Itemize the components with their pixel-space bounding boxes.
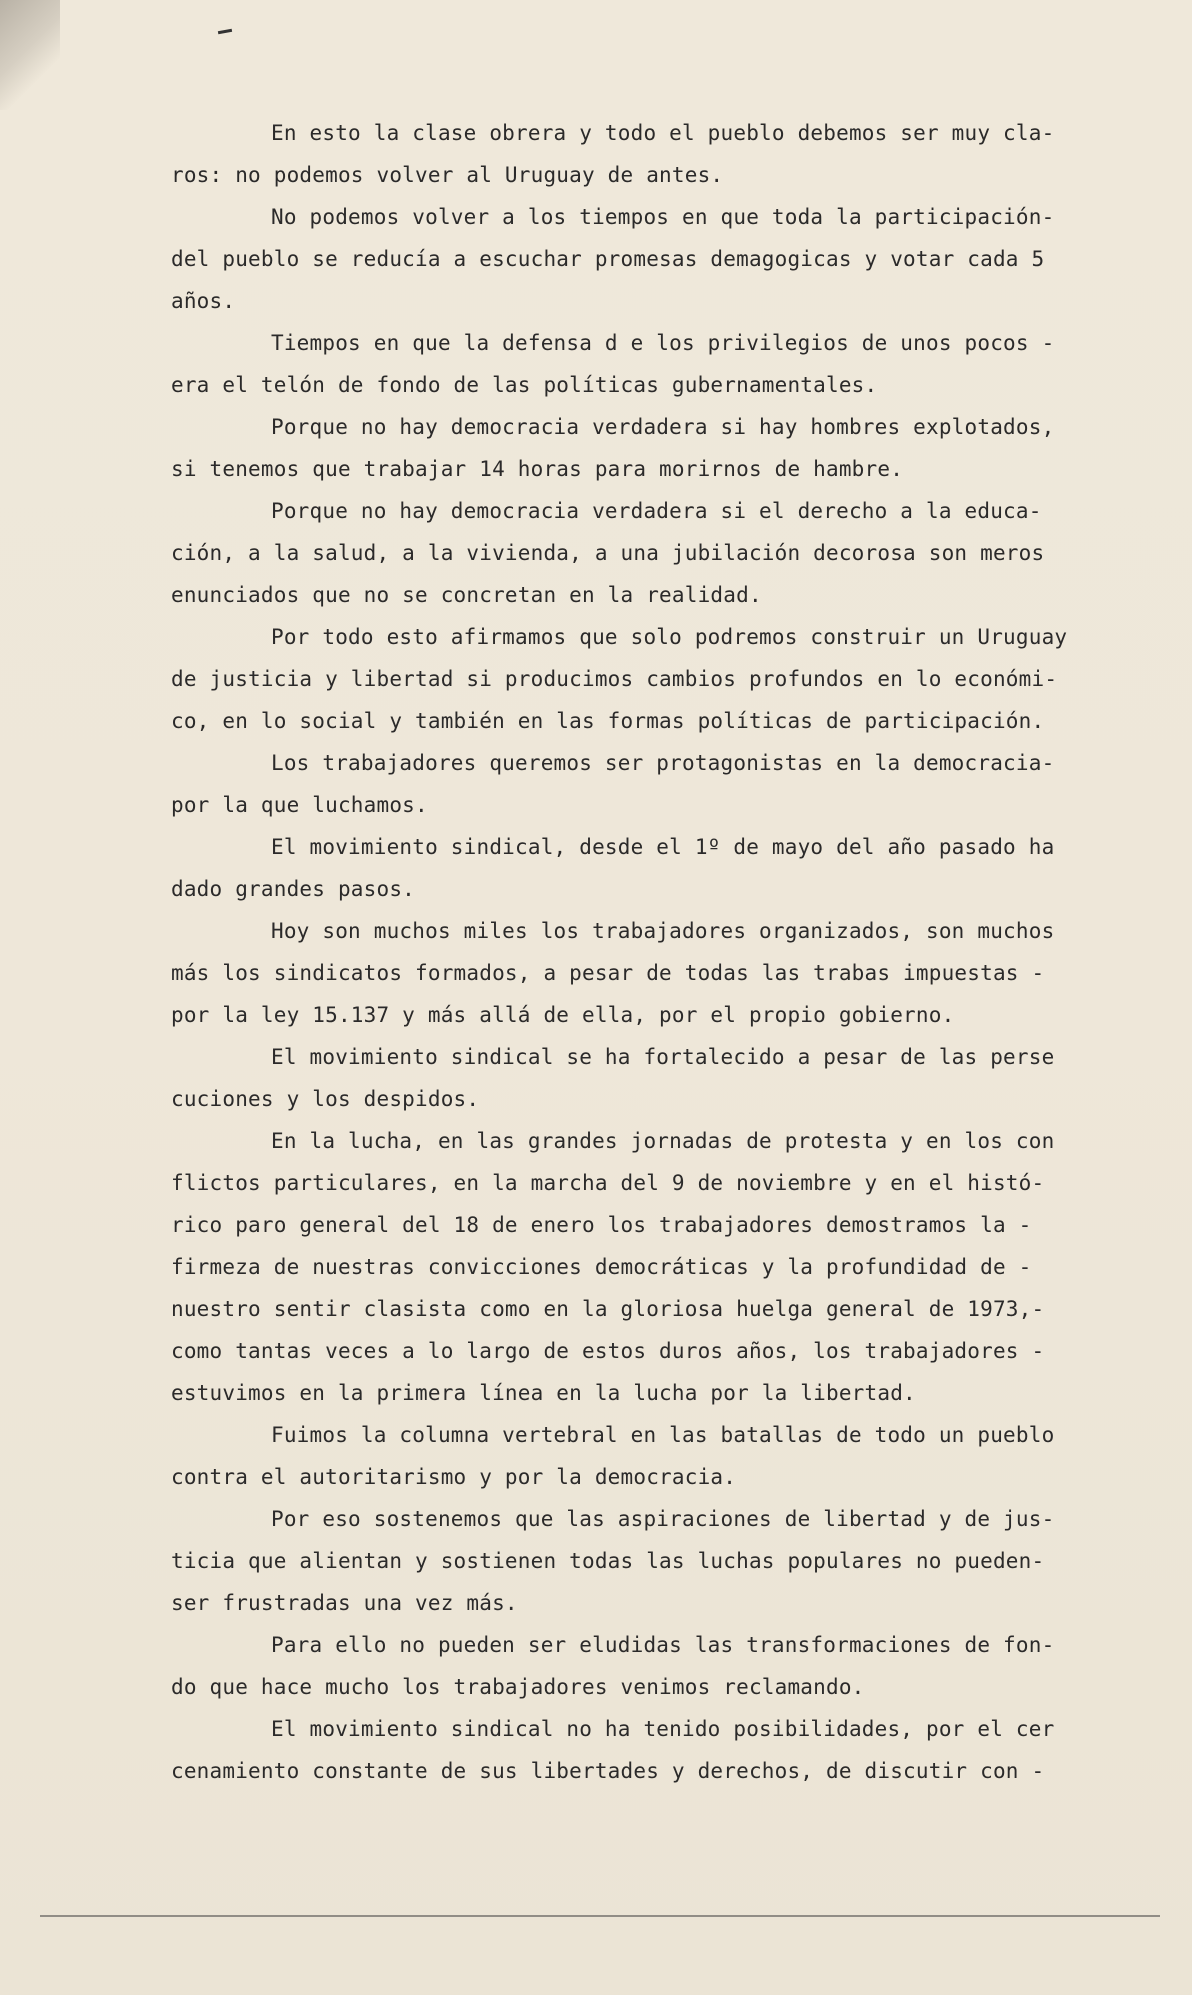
text-line: contra el autoritarismo y por la democracia.	[171, 1465, 737, 1489]
text-line: Tiempos en que la defensa d e los privilegios de unos pocos -	[271, 331, 1055, 355]
text-line: por la ley 15.137 y más allá de ella, por el propio gobierno.	[171, 1003, 955, 1027]
text-line: enunciados que no se concretan en la realidad.	[171, 583, 762, 607]
text-line: si tenemos que trabajar 14 horas para morirnos de hambre.	[171, 457, 904, 481]
text-line: del pueblo se reducía a escuchar promesas demagogicas y votar cada 5	[171, 247, 1045, 271]
text-line: nuestro sentir clasista como en la gloriosa huelga general de 1973,-	[171, 1297, 1045, 1321]
text-line: Fuimos la columna vertebral en las batallas de todo un pueblo	[271, 1423, 1055, 1447]
text-line: más los sindicatos formados, a pesar de todas las trabas impuestas -	[171, 961, 1045, 985]
text-line: Hoy son muchos miles los trabajadores organizados, son muchos	[271, 919, 1055, 943]
text-line: años.	[171, 289, 236, 313]
text-line: dado grandes pasos.	[171, 877, 416, 901]
typed-text-body	[171, 112, 1156, 1792]
text-line: Porque no hay democracia verdadera si hay hombres explotados,	[271, 415, 1055, 439]
text-line: como tantas veces a lo largo de estos duros años, los trabajadores -	[171, 1339, 1045, 1363]
text-line: Para ello no pueden ser eludidas las transformaciones de fon-	[271, 1633, 1055, 1657]
text-line: ticia que alientan y sostienen todas las luchas populares no pueden-	[171, 1549, 1045, 1573]
text-line: cuciones y los despidos.	[171, 1087, 480, 1111]
text-line: rico paro general del 18 de enero los trabajadores demostramos la -	[171, 1213, 1032, 1237]
text-line: do que hace mucho los trabajadores venimos reclamando.	[171, 1675, 865, 1699]
text-line: por la que luchamos.	[171, 793, 428, 817]
text-line: Porque no hay democracia verdadera si el derecho a la educa-	[271, 499, 1042, 523]
text-line: En la lucha, en las grandes jornadas de protesta y en los con	[271, 1129, 1055, 1153]
text-line: El movimiento sindical se ha fortalecido a pesar de las perse	[271, 1045, 1055, 1069]
text-line: Los trabajadores queremos ser protagonistas en la democracia-	[271, 751, 1055, 775]
text-line: En esto la clase obrera y todo el pueblo debemos ser muy cla-	[271, 121, 1055, 145]
text-line: flictos particulares, en la marcha del 9 de noviembre y en el histó-	[171, 1171, 1045, 1195]
text-line: firmeza de nuestras convicciones democráticas y la profundidad de -	[171, 1255, 1032, 1279]
text-line: cenamiento constante de sus libertades y derechos, de discutir con -	[171, 1759, 1045, 1783]
text-line: era el telón de fondo de las políticas gubernamentales.	[171, 373, 878, 397]
text-line: El movimiento sindical, desde el 1º de mayo del año pasado ha	[271, 835, 1055, 859]
text-line: ción, a la salud, a la vivienda, a una jubilación decorosa son meros	[171, 541, 1045, 565]
text-line: Por eso sostenemos que las aspiraciones de libertad y de jus-	[271, 1507, 1055, 1531]
text-line: estuvimos en la primera línea en la lucha por la libertad.	[171, 1381, 916, 1405]
bottom-rule	[40, 1915, 1160, 1917]
text-line: No podemos volver a los tiempos en que toda la participación-	[271, 205, 1055, 229]
text-line: co, en lo social y también en las formas políticas de participación.	[171, 709, 1045, 733]
text-line: El movimiento sindical no ha tenido posibilidades, por el cer	[271, 1717, 1055, 1741]
pen-mark	[218, 29, 232, 34]
text-line: ser frustradas una vez más.	[171, 1591, 518, 1615]
text-line: ros: no podemos volver al Uruguay de antes.	[171, 163, 724, 187]
text-line: Por todo esto afirmamos que solo podremos construir un Uruguay	[271, 625, 1068, 649]
page-corner-fold	[0, 0, 60, 110]
text-line: de justicia y libertad si producimos cambios profundos en lo económi-	[171, 667, 1058, 691]
